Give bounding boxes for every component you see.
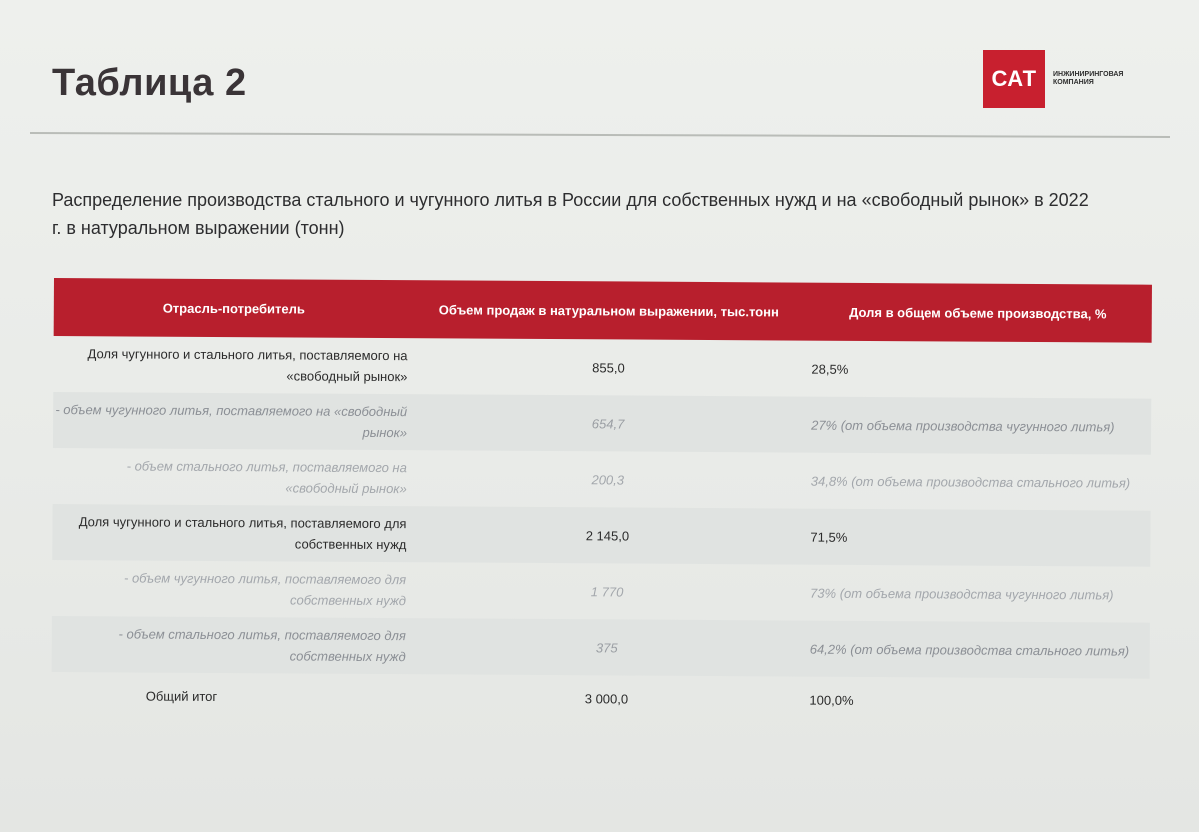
table-row (53, 336, 1151, 399)
table-row (53, 448, 1151, 511)
logo-mark: САТ (983, 50, 1045, 108)
row-share: 27% (от объема производства чугунного литья) (811, 417, 1115, 434)
row-share: 71,5% (810, 529, 848, 545)
row-volume: 654,7 (591, 415, 625, 431)
slide-title: Таблица 2 (52, 62, 247, 104)
row-volume: 1 770 (590, 583, 624, 599)
header-share: Доля в общем объеме производства, % (849, 304, 1107, 321)
row-share: 64,2% (от объема производства стального литья) (809, 641, 1130, 659)
row-share: 28,5% (811, 361, 849, 377)
header-volume: Объем продаж в натуральном выражении, тыс.тонн (438, 301, 779, 319)
row-volume: 855,0 (592, 359, 625, 375)
slide-subtitle: Распределение производства стального и чугунного литья в России для собственных нужд и на «свободный рынок» в 2022 г. в натуральном выражении (тонн) (52, 190, 1089, 238)
row-volume: 3 000,0 (584, 690, 629, 707)
table-row (52, 504, 1150, 567)
row-share: 73% (от объема производства чугунного литья) (810, 585, 1114, 602)
row-label: - объем стального литья, поставляемого для собственных нужд (118, 626, 406, 665)
table-row (53, 392, 1151, 455)
table-row-total (51, 672, 1149, 725)
row-label: - объем чугунного литья, поставляемого для собственных нужд (123, 570, 407, 609)
row-label: Доля чугунного и стального литья, поставляемого для собственных нужд (78, 514, 407, 553)
title-divider (30, 132, 1170, 138)
row-volume: 2 145,0 (585, 527, 630, 544)
row-label: - объем чугунного литья, поставляемого на «свободный рынок» (55, 402, 408, 441)
row-share: 100,0% (809, 692, 854, 708)
data-table (51, 278, 1152, 725)
table-row (52, 560, 1150, 623)
row-share: 34,8% (от объема производства стального литья) (810, 473, 1131, 491)
row-label: Доля чугунного и стального литья, поставляемого на «свободный рынок» (87, 346, 408, 385)
row-volume: 375 (595, 639, 618, 655)
row-volume: 200,3 (591, 471, 625, 487)
header-industry: Отрасль-потребитель (162, 300, 305, 317)
logo-text: ИНЖИНИРИНГОВАЯ КОМПАНИЯ (1053, 71, 1124, 86)
table-row (52, 616, 1150, 679)
row-label: - объем стального литья, поставляемого на «свободный рынок» (126, 458, 407, 497)
company-logo (983, 50, 1153, 108)
row-label: Общий итог (145, 688, 218, 704)
table-header (54, 278, 1152, 343)
